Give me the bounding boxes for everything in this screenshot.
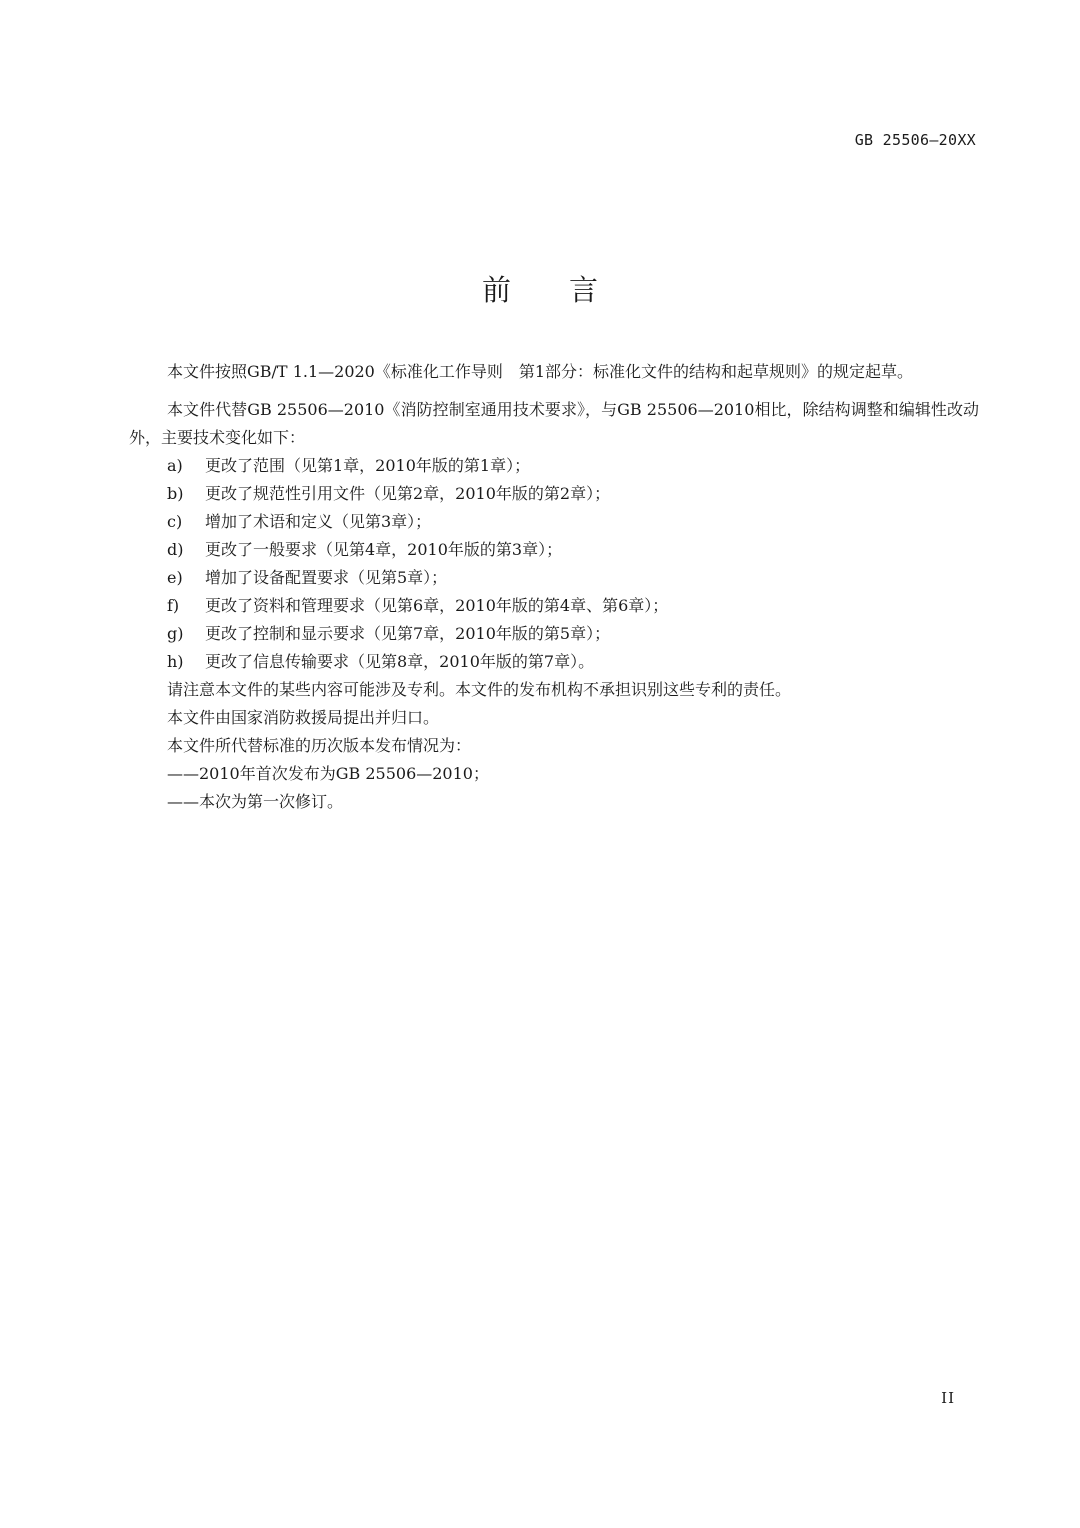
page-title: 前言 [481, 273, 656, 307]
technical-changes-list [129, 452, 979, 676]
list-item-text: 增加了术语和定义（见第3章）； [205, 512, 432, 531]
list-item [129, 508, 979, 536]
list-item-text: 更改了一般要求（见第4章，2010年版的第3章）； [205, 540, 563, 559]
replaces-paragraph: 本文件代替GB 25506—2010《消防控制室通用技术要求》，与GB 25506—2010相比，除结构调整和编辑性改动外，主要技术变化如下： [129, 400, 979, 447]
list-item [129, 536, 979, 564]
standard-code: GB 25506—20XX [854, 131, 976, 149]
list-item-marker: c) [167, 512, 183, 531]
intro-paragraph: 本文件按照GB/T 1.1—2020《标准化工作导则 第1部分：标准化文件的结构和起草规则》的规定起草。 [167, 362, 914, 381]
list-item-marker: f) [167, 596, 180, 615]
list-item-marker: b) [167, 484, 184, 503]
list-item-text: 更改了信息传输要求（见第8章，2010年版的第7章）。 [205, 652, 595, 671]
list-item [129, 452, 979, 480]
proposer-statement: 本文件由国家消防救援局提出并归口。 [167, 708, 440, 727]
list-item-marker: e) [167, 568, 183, 587]
list-item [129, 564, 979, 592]
list-item [129, 648, 979, 676]
version-history-intro: 本文件所代替标准的历次版本发布情况为： [167, 736, 472, 755]
list-item-marker: a) [167, 456, 183, 475]
page-number: II [941, 1389, 955, 1407]
list-item-text: 更改了规范性引用文件（见第2章，2010年版的第2章）； [205, 484, 611, 503]
list-item-marker: g) [167, 624, 184, 643]
list-item [129, 592, 979, 620]
version-history-item: ——本次为第一次修订。 [167, 792, 344, 811]
list-item-text: 更改了范围（见第1章，2010年版的第1章）； [205, 456, 531, 475]
list-item-marker: h) [167, 652, 184, 671]
list-item [129, 480, 979, 508]
patent-notice: 请注意本文件的某些内容可能涉及专利。本文件的发布机构不承担识别这些专利的责任。 [167, 680, 792, 699]
list-item-marker: d) [167, 540, 184, 559]
list-item-text: 增加了设备配置要求（见第5章）； [205, 568, 448, 587]
list-item-text: 更改了控制和显示要求（见第7章，2010年版的第5章）； [205, 624, 611, 643]
list-item [129, 620, 979, 648]
list-item-text: 更改了资料和管理要求（见第6章，2010年版的第4章、第6章）； [205, 596, 669, 615]
foreword-body [129, 358, 979, 816]
version-history-item: ——2010年首次发布为GB 25506—2010； [167, 764, 489, 783]
